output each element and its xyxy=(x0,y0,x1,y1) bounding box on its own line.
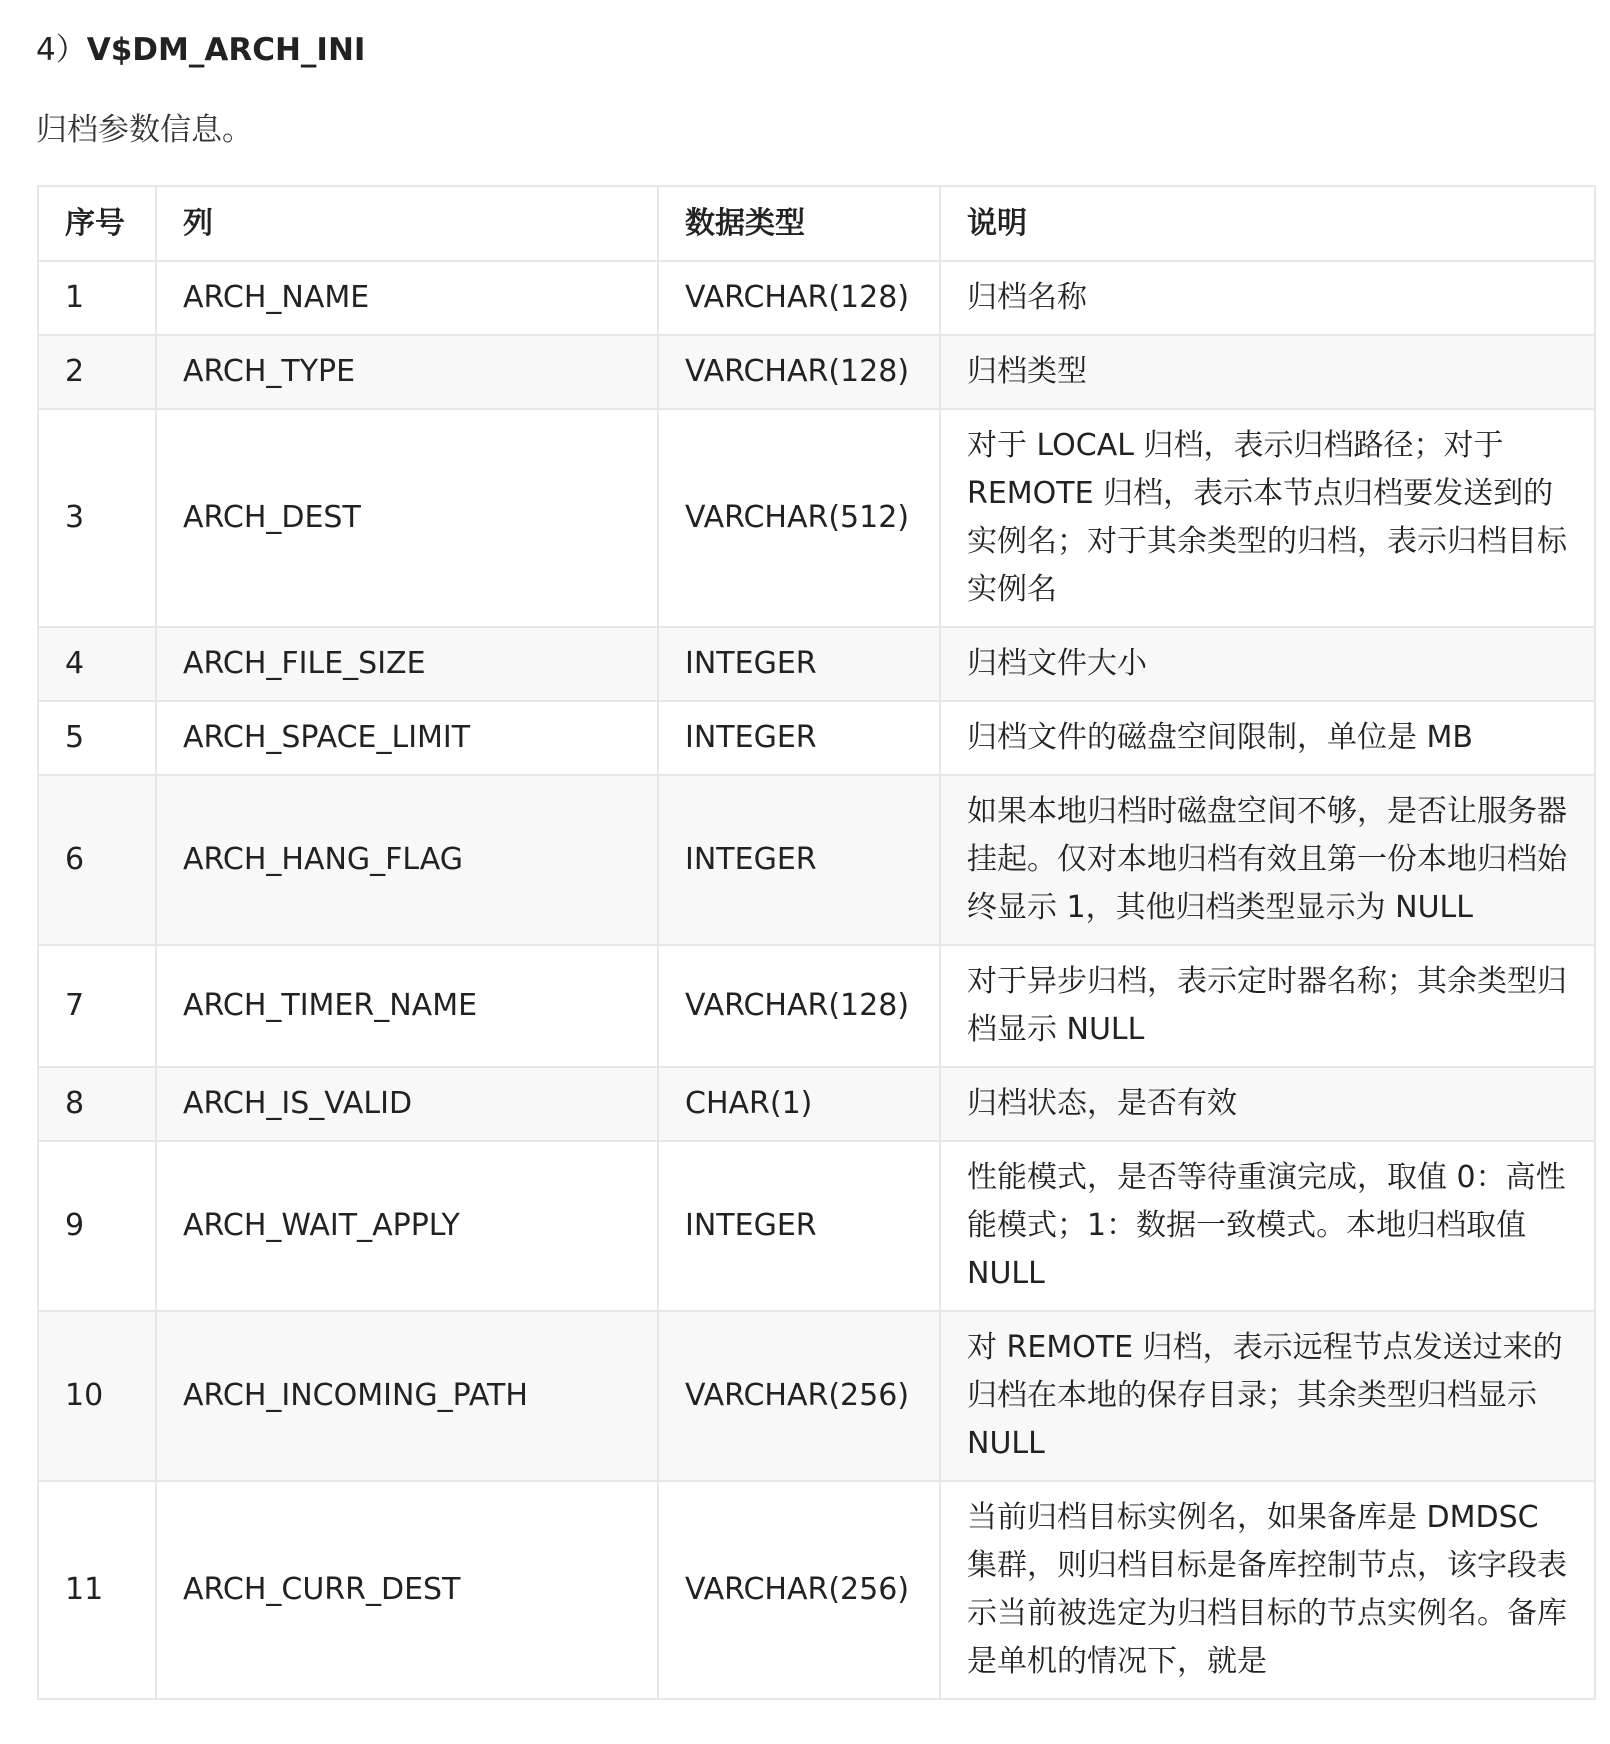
cell-description: 对于异步归档，表示定时器名称；其余类型归档显示 NULL xyxy=(940,945,1595,1067)
cell-description: 归档类型 xyxy=(940,335,1595,409)
section-intro: 归档参数信息。 xyxy=(36,112,253,148)
cell-description: 归档状态，是否有效 xyxy=(940,1067,1595,1141)
cell-column: ARCH_TYPE xyxy=(156,335,658,409)
cell-column: ARCH_DEST xyxy=(156,409,658,627)
cell-type: VARCHAR(128) xyxy=(658,261,940,335)
cell-no: 2 xyxy=(38,335,156,409)
cell-column: ARCH_INCOMING_PATH xyxy=(156,1311,658,1481)
cell-description: 如果本地归档时磁盘空间不够，是否让服务器挂起。仅对本地归档有效且第一份本地归档始终显示 1，其他归档类型显示为 NULL xyxy=(940,775,1595,945)
cell-no: 6 xyxy=(38,775,156,945)
cell-description: 对 REMOTE 归档，表示远程节点发送过来的归档在本地的保存目录；其余类型归档显示 NULL xyxy=(940,1311,1595,1481)
cell-column: ARCH_WAIT_APPLY xyxy=(156,1141,658,1311)
table-row xyxy=(38,409,1595,627)
cell-description: 归档名称 xyxy=(940,261,1595,335)
table-row xyxy=(38,775,1595,945)
cell-no: 1 xyxy=(38,261,156,335)
cell-no: 10 xyxy=(38,1311,156,1481)
cell-type: INTEGER xyxy=(658,701,940,775)
cell-type: VARCHAR(256) xyxy=(658,1481,940,1699)
section-heading xyxy=(36,28,365,72)
cell-description: 归档文件大小 xyxy=(940,627,1595,701)
cell-column: ARCH_HANG_FLAG xyxy=(156,775,658,945)
table-header-row xyxy=(38,186,1595,261)
cell-type: INTEGER xyxy=(658,627,940,701)
table-row xyxy=(38,1481,1595,1699)
table-row xyxy=(38,1311,1595,1481)
cell-no: 3 xyxy=(38,409,156,627)
cell-no: 5 xyxy=(38,701,156,775)
arch-params-table xyxy=(37,185,1596,1700)
cell-no: 9 xyxy=(38,1141,156,1311)
table-row xyxy=(38,945,1595,1067)
cell-column: ARCH_IS_VALID xyxy=(156,1067,658,1141)
section-number: 4） xyxy=(36,32,87,68)
cell-description: 对于 LOCAL 归档，表示归档路径；对于 REMOTE 归档，表示本节点归档要发送到的实例名；对于其余类型的归档，表示归档目标实例名 xyxy=(940,409,1595,627)
cell-type: CHAR(1) xyxy=(658,1067,940,1141)
cell-no: 4 xyxy=(38,627,156,701)
cell-column: ARCH_FILE_SIZE xyxy=(156,627,658,701)
header-type: 数据类型 xyxy=(658,186,940,261)
table-row xyxy=(38,335,1595,409)
cell-type: INTEGER xyxy=(658,775,940,945)
cell-column: ARCH_SPACE_LIMIT xyxy=(156,701,658,775)
cell-column: ARCH_NAME xyxy=(156,261,658,335)
cell-column: ARCH_TIMER_NAME xyxy=(156,945,658,1067)
cell-type: VARCHAR(512) xyxy=(658,409,940,627)
cell-type: VARCHAR(128) xyxy=(658,945,940,1067)
cell-no: 7 xyxy=(38,945,156,1067)
cell-type: VARCHAR(256) xyxy=(658,1311,940,1481)
section-title: V$DM_ARCH_INI xyxy=(86,32,366,68)
cell-type: INTEGER xyxy=(658,1141,940,1311)
cell-description: 性能模式，是否等待重演完成，取值 0：高性能模式；1：数据一致模式。本地归档取值 NULL xyxy=(940,1141,1595,1311)
cell-column: ARCH_CURR_DEST xyxy=(156,1481,658,1699)
table-row xyxy=(38,627,1595,701)
table-row xyxy=(38,701,1595,775)
cell-no: 8 xyxy=(38,1067,156,1141)
cell-no: 11 xyxy=(38,1481,156,1699)
table-row xyxy=(38,261,1595,335)
table-row xyxy=(38,1141,1595,1311)
table-row xyxy=(38,1067,1595,1141)
cell-type: VARCHAR(128) xyxy=(658,335,940,409)
header-description: 说明 xyxy=(940,186,1595,261)
cell-description: 当前归档目标实例名，如果备库是 DMDSC 集群，则归档目标是备库控制节点，该字段表示当前被选定为归档目标的节点实例名。备库是单机的情况下，就是 xyxy=(940,1481,1595,1699)
header-column: 列 xyxy=(156,186,658,261)
cell-description: 归档文件的磁盘空间限制，单位是 MB xyxy=(940,701,1595,775)
header-no: 序号 xyxy=(38,186,156,261)
